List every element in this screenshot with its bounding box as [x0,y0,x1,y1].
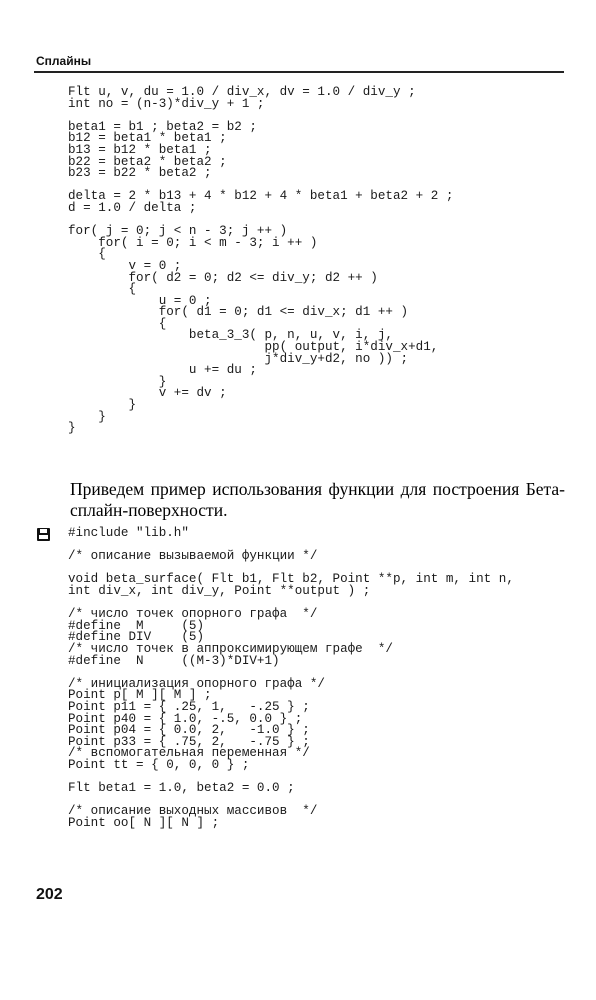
code-listing-2: #include "lib.h" /* описание вызываемой функции */ void beta_surface( Flt b1, Flt b2, Point **p, int m, int n, int div_x, int div_y, Point **output ) ; /* число точек опорного графа */ #define M (5) #define DIV (5) /* число точек в аппроксимирующем графе */ #define N ((M-3)*DIV+1) /* инициализация опорного графа */ Point p[ M ][ M ] ; Point p11 = { .25, 1, -.25 } ; Point p40 = { 1.0, -.5, 0.0 } ; Point p04 = { 0.0, 2, -1.0 } ; Point p33 = { .75, 2, -.75 } ; /* вспомогательная переменная */ Point tt = { 0, 0, 0 } ; Flt beta1 = 1.0, beta2 = 0.0 ; /* описание выходных массивов */ Point oo[ N ][ N ] ; [68,526,514,830]
header-rule [34,71,564,73]
floppy-disk-icon [37,528,50,541]
page-number: 202 [36,886,63,903]
running-header: Сплайны [36,54,92,68]
code-listing-1: Flt u, v, du = 1.0 / div_x, dv = 1.0 / div_y ; int no = (n-3)*div_y + 1 ; beta1 = b1 ; beta2 = b2 ; b12 = beta1 * beta1 ; b13 = b12 * beta1 ; b22 = beta2 * beta2 ; b23 = b22 * beta2 ; delta = 2 * b13 + 4 * b12 + 4 * beta1 + beta2 + 2 ; d = 1.0 / delta ; for( j = 0; j < n - 3; j ++ ) for( i = 0; i < m - 3; i ++ ) { v = 0 ; for( d2 = 0; d2 <= div_y; d2 ++ ) { u = 0 ; for( d1 = 0; d1 <= div_x; d1 ++ ) { beta_3_3( p, n, u, v, i, j, pp( output, i*div_x+d1, j*div_y+d2, no )) ; u += du ; } v += dv ; } } } [68,85,454,436]
body-paragraph: Приведем пример использования функции для построения Бета-сплайн-поверхности. [70,479,565,520]
